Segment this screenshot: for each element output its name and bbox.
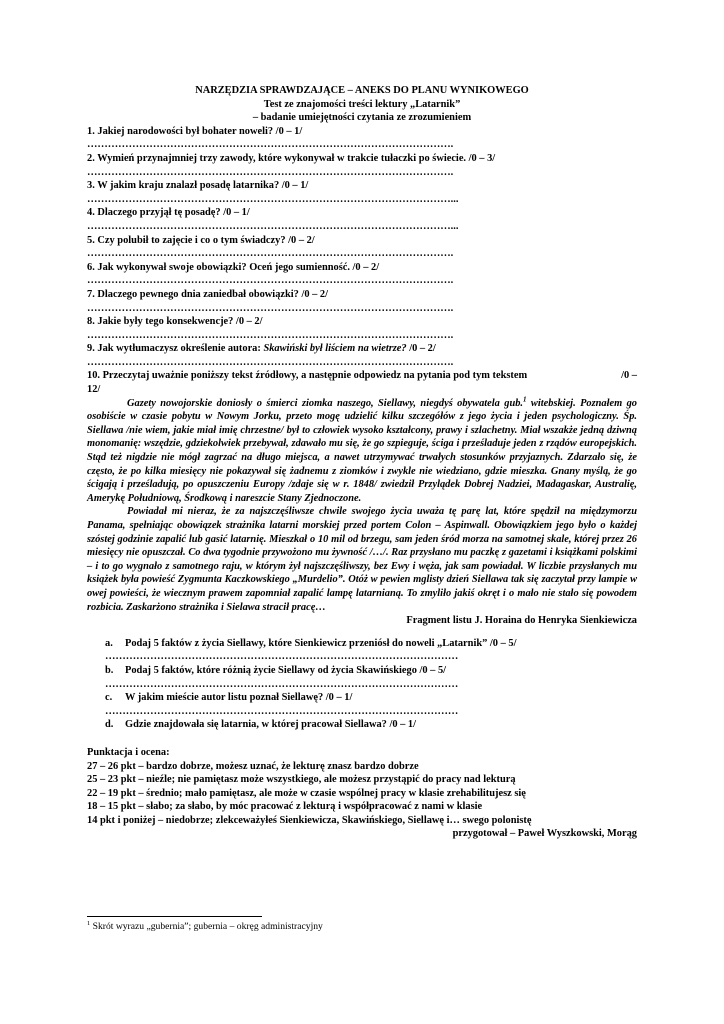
source-paragraph-1: [87, 397, 637, 506]
question-8: 8. Jakie były tego konsekwencje? /0 – 2/: [87, 316, 263, 328]
question-9-score: /0 – 2/: [406, 343, 436, 355]
sub-answer-line-b[interactable]: …………………………………………………………………………………………: [105, 678, 459, 690]
question-10-score-a: /0 –: [621, 370, 637, 382]
answer-line-8[interactable]: …………………………………………………………………………………………….: [87, 329, 454, 341]
source-attribution: Fragment listu J. Horaina do Henryka Sienkiewicza: [406, 615, 637, 627]
question-3: 3. W jakim kraju znalazł posadę latarnika? /0 – 1/: [87, 180, 309, 192]
question-10-text: 10. Przeczytaj uważnie poniższy tekst źródłowy, a następnie odpowiedz na pytania pod tym tekstem: [87, 370, 528, 382]
question-2: 2. Wymień przynajmniej trzy zawody, które wykonywał w trakcie tułaczki po świecie. /0 – 3/: [87, 152, 496, 164]
footnote-mark: 1: [87, 919, 91, 927]
worksheet-title: NARZĘDZIA SPRAWDZAJĄCE – ANEKS DO PLANU WYNIKOWEGO: [195, 85, 529, 96]
scoring-line: 14 pkt i poniżej – niedobrze; zlekceważyłeś Sienkiewicza, Skawińskiego, Siellawę i… swego polonistę: [87, 814, 532, 826]
question-6: 6. Jak wykonywał swoje obowiązki? Oceń jego sumienność. /0 – 2/: [87, 261, 380, 273]
sub-question-a-text: Podaj 5 faktów z życia Siellawy, które Sienkiewicz przeniósł do noweli „Latarnik” /0 – 5/: [125, 637, 517, 649]
answer-line-5[interactable]: …………………………………………………………………………………………….: [87, 248, 454, 260]
answer-line-3[interactable]: ……………………………………………………………………………………………...: [87, 193, 459, 205]
sub-question-c-text: W jakim mieście autor listu poznał Siellawę? /0 – 1/: [125, 692, 353, 704]
sub-question-a: [105, 637, 637, 651]
sub-answer-line-c[interactable]: …………………………………………………………………………………………: [105, 705, 459, 717]
sub-question-a-label: a.: [105, 637, 113, 649]
question-5: 5. Czy polubił to zajęcie i co o tym świadczy? /0 – 2/: [87, 234, 315, 246]
sub-question-b-label: b.: [105, 664, 114, 676]
footnote-divider: [87, 916, 262, 917]
worksheet-subtitle-2: – badanie umiejętności czytania ze zrozumieniem: [252, 112, 472, 124]
answer-line-7[interactable]: …………………………………………………………………………………………….: [87, 302, 454, 314]
answer-line-1[interactable]: …………………………………………………………………………………………….: [87, 139, 454, 151]
question-9: [87, 342, 637, 356]
sub-question-d: [105, 718, 637, 732]
worksheet-subtitle: Test ze znajomości treści lektury „Latarnik”: [263, 98, 461, 110]
worksheet: [87, 84, 637, 841]
question-9-quote: Skawiński był liściem na wietrze?: [263, 343, 407, 355]
sub-question-b-text: Podaj 5 faktów, które różnią życie Siellawy od życia Skawińskiego /0 – 5/: [125, 664, 447, 676]
answer-line-4[interactable]: ……………………………………………………………………………………………...: [87, 220, 459, 232]
sub-question-d-text: Gdzie znajdowała się latarnia, w której pracował Siellawa? /0 – 1/: [125, 719, 417, 731]
question-1: 1. Jakiej narodowości był bohater noweli? /0 – 1/: [87, 125, 303, 137]
source-text-1b: witebskiej. Poznałem go osobiście w czasie pobytu w Nowym Jorku, przeto mogę udzielić kilku szczegółów z jego życia i jeden psychologiczny. Śp. Siellawa /nie wiem, jakie miał imię chrzestne/ był to człowiek wysoko kształcony, prawy i szlachetny. Miał wszakże jedną dziwną monomanię: wszędzie, gdziekolwiek przebywał, zdawało mu się, że go szpieguje, ściga i prześladuje jeden z rządów europejskich. Stąd też nigdzie nie mógł zagrzać na długo miejsca, a nawet utrzymywać trwałych stosunków przyjaznych. Zdarzało się, że często, że po kilka miesięcy nie pokazywał się żadnemu z ziomków i zwykle nie wiedziano, gdzie mieszka. Gnany myślą, że go ścigają i prześladują, po opuszczeniu Europy /zdaje się w r. 1848/ zwiedził Przylądek Dobrej Nadziei, Madagaskar, Australię, Amerykę Południową, Środkową i nareszcie Stany Zjednoczone.: [87, 397, 637, 504]
sub-question-b: [105, 664, 637, 678]
scoring-heading: Punktacja i ocena:: [87, 746, 170, 758]
source-paragraph-2: Powiadał mi nieraz, że za najszczęśliwsze chwile swojego życia uważa tę parę lat, które spędził na międzymorzu Panama, spełniając obowiązek strażnika latarni morskiej przed portem Colon – Aspinwall. Obowiązkiem jego było o każdej szóstej godzinie zapalić lub gasić latarnię. Mieszkał o 10 mil od brzegu, sam jeden śród morza na samotnej skale, której przez 26 miesięcy nie opuszczał. Co dwa tygodnie przywożono mu żywność /…/. Raz przysłano mu paczkę z gazetami i książkami polskimi – i to go wygnało z samotnego raju, w którym żył najszczęśliwszy, bez Ewy i węża, jak sam powiadał. W liczbie przysłanych mu książek była powieść Zygmunta Kaczkowskiego „Murdelio”. Otóż w pewien mglisty dzień Siellawa tak się zaczytał przy lampie w owej powieści, że wiecznym prawem zapomniał zapalić lampę latarnianą. To zmyliło jakiś okręt i o mało nie stało się powodem rozbicia. Zaskarżono strażnika i Sielawa stracił pracę…: [87, 506, 637, 613]
answer-line-9[interactable]: …………………………………………………………………………………………….: [87, 356, 454, 368]
question-7: 7. Dlaczego pewnego dnia zaniedbał obowiązki? /0 – 2/: [87, 288, 329, 300]
scoring-line: 22 – 19 pkt – średnio; mało pamiętasz, ale może w czasie wspólnej pracy w klasie zrehabilitujesz się: [87, 787, 526, 799]
answer-line-2[interactable]: …………………………………………………………………………………………….: [87, 166, 454, 178]
author-signature: przygotował – Paweł Wyszkowski, Morąg: [452, 828, 637, 840]
question-10: [87, 369, 637, 383]
scoring-line: 18 – 15 pkt – słabo; za słabo, by móc pracować z lekturą i współpracować z nami w klasie: [87, 801, 483, 813]
question-4: 4. Dlaczego przyjął tę posadę? /0 – 1/: [87, 207, 250, 219]
footnote-ref[interactable]: 1: [523, 395, 527, 404]
sub-question-d-label: d.: [105, 719, 114, 731]
scoring-line: 27 – 26 pkt – bardzo dobrze, możesz uznać, że lekturę znasz bardzo dobrze: [87, 760, 419, 772]
question-10-score-b: 12/: [87, 384, 101, 396]
sub-question-c-label: c.: [105, 692, 113, 704]
scoring-line: 25 – 23 pkt – nieźle; nie pamiętasz może wszystkiego, ale możesz przystąpić do pracy nad lekturą: [87, 774, 516, 786]
sub-question-c: [105, 691, 637, 705]
footnote: [87, 921, 323, 932]
answer-line-6[interactable]: …………………………………………………………………………………………….: [87, 275, 454, 287]
footnote-text: Skrót wyrazu „gubernia”; gubernia – okręg administracyjny: [90, 921, 323, 932]
sub-answer-line-a[interactable]: …………………………………………………………………………………………: [105, 651, 459, 663]
question-9-text: 9. Jak wytłumaczysz określenie autora:: [87, 343, 264, 355]
source-text-1a: Gazety nowojorskie doniosły o śmierci ziomka naszego, Siellawy, niegdyś obywatela gub.: [127, 397, 524, 409]
